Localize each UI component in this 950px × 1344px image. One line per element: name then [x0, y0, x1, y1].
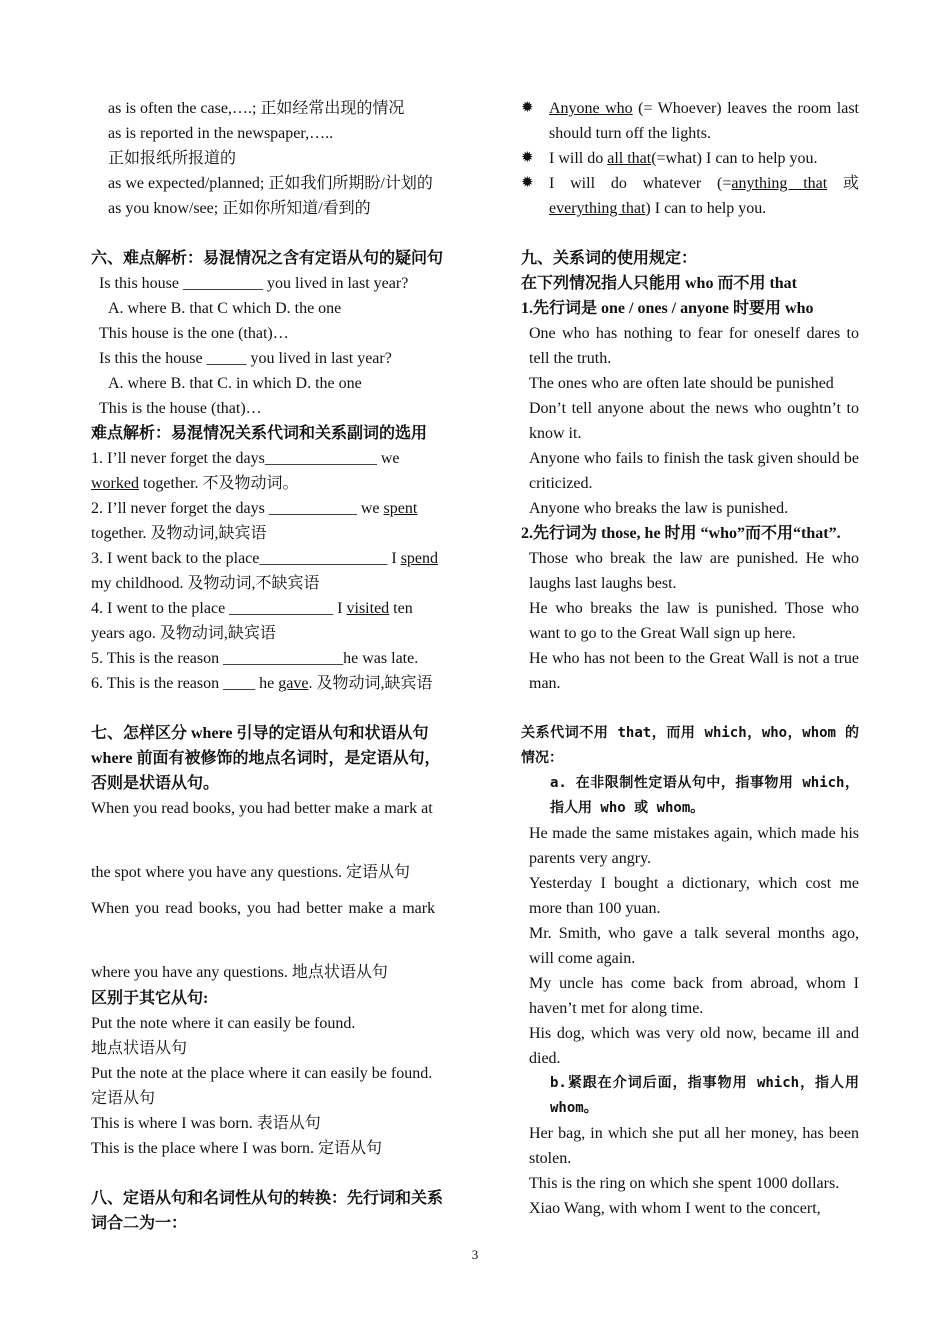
- sec7-example-2a: When you read books, you had better make a mark: [91, 900, 436, 917]
- bullet-3-mid: 或: [827, 175, 860, 192]
- rule-a-example-2: Yesterday I bought a dictionary, which cost me more than 100 yuan.: [529, 875, 859, 917]
- section-10-rule-b: b.紧跟在介词后面，指事物用 which，指人用 whom。: [550, 1075, 859, 1116]
- rule-1-example-1: One who has nothing to fear for oneself dares to tell the truth.: [529, 325, 859, 367]
- sec6-line-1: Is this house __________ you lived in last year?: [99, 275, 409, 292]
- rule-1-example-2: The ones who are often late should be punished: [529, 375, 834, 392]
- item-3-text: 3. I went back to the place________________ I: [91, 550, 401, 567]
- bullet-2-rest: (=what) I can to help you.: [651, 150, 818, 167]
- section-6-subheading: 难点解析：易混情况关系代词和关系副词的选用: [91, 425, 428, 442]
- bullet-2-text: I will do: [549, 150, 608, 167]
- item-2-line-a: [91, 496, 458, 521]
- item-5: 5. This is the reason _______________he was late.: [91, 650, 419, 667]
- rule-b-example-2: This is the ring on which she spent 1000 dollars.: [529, 1175, 840, 1192]
- sec7-line-1: Put the note where it can easily be found.: [91, 1015, 356, 1032]
- bullet-1-underlined: Anyone who: [549, 100, 633, 117]
- rule-a-example-1: He made the same mistakes again, which made his parents very angry.: [529, 825, 859, 867]
- sec7-line-5: This is where I was born. 表语从句: [91, 1115, 321, 1132]
- bullet-3-underlined-2: everything that: [549, 200, 646, 217]
- star-bullet-icon: ✹: [521, 150, 534, 166]
- item-6: [91, 671, 458, 696]
- section-7-heading: 七、怎样区分 where 引导的定语从句和状语从句: [91, 725, 429, 742]
- item-2-line-b: together. 及物动词,缺宾语: [91, 525, 267, 542]
- rule-1-example-4: Anyone who fails to finish the task given should be criticized.: [529, 450, 859, 492]
- bullet-3-rest: ) I can to help you.: [645, 200, 767, 217]
- as-line-1: as is often the case,….; 正如经常出现的情况: [108, 100, 405, 117]
- section-7-rule-2: 否则是状语从句。: [91, 775, 220, 792]
- section-6-heading: 六、难点解析：易混情况之含有定语从句的疑问句: [91, 250, 444, 267]
- rule-1-example-3: Don’t tell anyone about the news who oughtn’t to know it.: [529, 400, 859, 442]
- sec7-line-3: Put the note at the place where it can easily be found.: [91, 1065, 433, 1082]
- bullet-3-underlined-1: anything that: [731, 175, 828, 192]
- item-4-line-b: years ago. 及物动词,缺宾语: [91, 625, 276, 642]
- item-4-line-a: [91, 596, 458, 621]
- rule-a-example-3: Mr. Smith, who gave a talk several months ago, will come again.: [529, 925, 859, 967]
- section-8-heading-2: 词合二为一：: [91, 1215, 188, 1232]
- item-2-underlined-word: spent: [383, 500, 418, 517]
- section-9-rule-2: 2.先行词为 those, he 时用 “who”而不用“that”.: [521, 525, 841, 542]
- item-3-line-a: [91, 546, 458, 571]
- sec6-line-5: A. where B. that C. in which D. the one: [108, 375, 362, 392]
- as-line-5: as you know/see; 正如你所知道/看到的: [108, 200, 371, 217]
- rule-a-example-4: My uncle has come back from abroad, whom I haven’t met for along time.: [529, 975, 859, 1017]
- item-1-rest: together. 不及物动词。: [138, 475, 299, 492]
- section-10-rule-a: a. 在非限制性定语从句中，指事物用 which，指人用 who 或 whom。: [550, 775, 859, 816]
- section-7-rule-1: where 前面有被修饰的地点名词时，是定语从句，: [91, 750, 441, 767]
- sec7-line-2: 地点状语从句: [91, 1040, 188, 1057]
- item-4-tail: ten: [389, 600, 413, 617]
- rule-1-example-5: Anyone who breaks the law is punished.: [529, 500, 789, 517]
- section-9-rule-1: 1.先行词是 one / ones / anyone 时要用 who: [521, 300, 814, 317]
- bullet-1-rest: (= Whoever) leaves the room last should turn off the lights.: [549, 100, 859, 142]
- item-4-text: 4. I went to the place _____________ I: [91, 600, 347, 617]
- rule-b-example-1: Her bag, in which she put all her money, has been stolen.: [529, 1125, 859, 1167]
- sec7-example-1a: When you read books, you had better make a mark at: [91, 800, 433, 817]
- sec7-line-4: 定语从句: [91, 1090, 156, 1107]
- item-3-line-b: my childhood. 及物动词,不缺宾语: [91, 575, 320, 592]
- section-10-heading: 关系代词不用 that，而用 which，who，whom 的情况：: [521, 725, 859, 766]
- bullet-item-2: [521, 146, 859, 171]
- sec7-example-1b: the spot where you have any questions. 定语从句: [91, 864, 411, 881]
- item-1-line-a: 1. I’ll never forget the days______________ we: [91, 450, 400, 467]
- sec6-line-2: A. where B. that C which D. the one: [108, 300, 342, 317]
- sec7-example-2b: where you have any questions. 地点状语从句: [91, 964, 388, 981]
- left-column: [91, 96, 458, 1236]
- star-bullet-icon: ✹: [521, 100, 534, 116]
- item-2-text: 2. I’ll never forget the days ___________ we: [91, 500, 384, 517]
- bullet-item-3: [521, 171, 859, 221]
- rule-2-example-2: He who breaks the law is punished. Those who want to go to the Great Wall sign up here.: [529, 600, 859, 642]
- right-column: [521, 96, 859, 1221]
- bullet-2-underlined: all that: [607, 150, 652, 167]
- page-number: 3: [471, 1247, 479, 1262]
- section-9-heading: 九、关系词的使用规定：: [521, 250, 698, 267]
- sec6-line-6: This is the house (that)…: [99, 400, 262, 417]
- item-6-text: 6. This is the reason ____ he: [91, 675, 279, 692]
- sec6-line-3: This house is the one (that)…: [99, 325, 289, 342]
- rule-b-example-3: Xiao Wang, with whom I went to the concert,: [529, 1200, 821, 1217]
- item-1-underlined-word: worked: [91, 475, 139, 492]
- item-3-underlined-word: spend: [400, 550, 439, 567]
- item-4-underlined-word: visited: [346, 600, 390, 617]
- as-line-3: 正如报纸所报道的: [108, 150, 237, 167]
- rule-2-example-1: Those who break the law are punished. He who laughs last laughs best.: [529, 550, 859, 592]
- star-bullet-icon: ✹: [521, 175, 534, 191]
- bullet-3-text: I will do whatever (=: [549, 175, 732, 192]
- sec7-subheading: 区别于其它从句:: [91, 990, 209, 1007]
- section-9-intro: 在下列情况指人只能用 who 而不用 that: [521, 275, 798, 292]
- sec7-line-6: This is the place where I was born. 定语从句: [91, 1140, 383, 1157]
- item-1-line-b: [91, 471, 458, 496]
- bullet-item-1: [521, 96, 859, 146]
- as-line-2: as is reported in the newspaper,…..: [108, 125, 334, 142]
- item-6-underlined-word: gave: [278, 675, 309, 692]
- section-8-heading-1: 八、定语从句和名词性从句的转换：先行词和关系: [91, 1190, 444, 1207]
- item-6-rest: . 及物动词,缺宾语: [308, 675, 433, 692]
- sec6-line-4: Is this the house _____ you lived in last year?: [99, 350, 392, 367]
- as-line-4: as we expected/planned; 正如我们所期盼/计划的: [108, 175, 433, 192]
- rule-2-example-3: He who has not been to the Great Wall is not a true man.: [529, 650, 859, 692]
- rule-a-example-5: His dog, which was very old now, became ill and died.: [529, 1025, 859, 1067]
